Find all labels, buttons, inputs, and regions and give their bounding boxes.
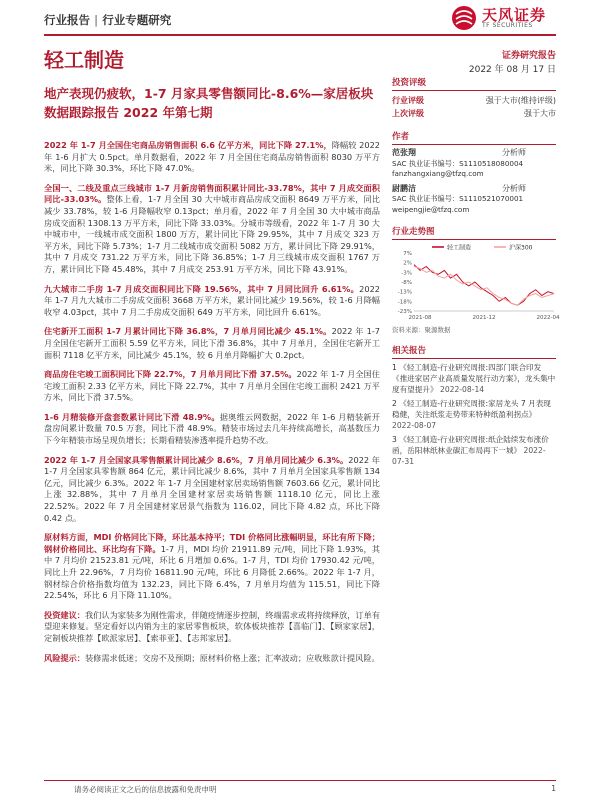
author-cert: SAC 执业证书编号：S1110518080004 — [392, 158, 524, 168]
summary-paragraph — [44, 369, 380, 404]
x-tick-label: 2021-08 — [408, 315, 432, 321]
y-tick-label: -3% — [401, 270, 412, 277]
summary-paragraph — [44, 455, 380, 525]
author-email[interactable]: fanzhangxiang@tfzq.com — [392, 169, 484, 178]
paragraph-text: 降幅较 2022 年 1-6 月扩大 0.5pct。单月数据看，2022 年 7 月全国住宅商品房销售面积 8030 万平方米，同比下降 30.3%，环比下降 47.0%。 — [44, 140, 380, 174]
y-tick-label: -18% — [397, 299, 412, 306]
author-name: 范张翔 — [392, 148, 416, 157]
header-tag-topic: 行业专题研究 — [102, 13, 172, 27]
previous-rating-value: 强于大市 — [524, 109, 556, 118]
related-report-item[interactable] — [392, 362, 556, 395]
report-title: 地产表现仍疲软，1-7 月家具零售额同比-8.6%—家居板块数据跟踪报告 2022 年第七期 — [44, 86, 374, 120]
paragraph-lead: 2022 年 1-7 月全国家具零售额累计同比减少 8.6%，7 月单月同比减少 6.3%。 — [44, 454, 349, 465]
author-cert: SAC 执业证书编号：S1110521070001 — [392, 194, 524, 203]
chart-source: 资料来源：聚源数据 — [392, 326, 451, 334]
previous-rating-row — [392, 107, 556, 120]
author-email[interactable]: weipengjie@tfzq.com — [392, 204, 470, 214]
x-tick-label: 2021-12 — [472, 315, 496, 321]
y-tick-label: 7% — [403, 251, 412, 257]
y-tick-label: -23% — [397, 309, 412, 315]
page-footer — [44, 780, 556, 794]
page-number: 1 — [551, 784, 556, 793]
paragraph-lead: 1-6 月精装修开盘套数累计同比下滑 48.9%。 — [44, 411, 220, 422]
author-1 — [392, 148, 556, 180]
paragraph-text: 2022 年 1-7 月全国家具零售额 864 亿元，累计同比减少 8.6%，其中 7 月单月全国家具零售额 134 亿元，同比减少 6.3%。2022 年 1-7 月全国建材家居卖场销售额 7603.66 亿元，累计同比上涨 32.88%，其中 7 月单月全国建材家居卖场销售额 1118.10 亿元，同比上涨 22.52%。2022 年 7 月全国建材家居景气指数为 116.02，同比下降 4.82 点，环比下降 0.42 点。 — [44, 454, 380, 523]
rating-heading: 投资评级 — [392, 76, 556, 91]
related-heading: 相关报告 — [392, 344, 556, 359]
x-tick-label: 2022-04 — [536, 315, 560, 321]
summary-paragraph — [44, 532, 380, 602]
sector-title: 轻工制造 — [44, 48, 124, 72]
sidebar — [392, 76, 560, 470]
disclaimer-note: 请务必阅读正文之后的信息披露和免责申明 — [74, 785, 217, 794]
related-report-title: 3 《轻工制造-行业研究周报:纸企陆续发布涨价函，岳阳林纸林业碳汇布局再下一城》 — [392, 435, 549, 455]
paragraph-text: 1-7 月，MDI 均价 21911.89 元/吨，同比下降 1.93%，其中 7 月均价 21523.81 元/吨，环比 6 月增加 0.6%。1-7 月，TDI 均价 17930.42 元/吨，同比上升 22.96%，7 月均价 16811.90 元/吨，环比 6 月降低 2.66%。2022 年 1-7 月，钢材综合价格指数均值为 132.23，同比下降 6.4%，7 月单月均值为 115.51，同比下降 22.54%，环比 6 月下降 11.10%。 — [44, 543, 380, 601]
y-tick-label: -8% — [401, 280, 412, 286]
related-report-date: 2022-08-14 — [439, 385, 485, 394]
paragraph-text: 2022 年 1-7 月全国住宅新开工面积 5.59 亿平方米，同比下滑 36.8%，其中 7 月单月，全国住宅新开工面积 7118 亿平方米，同比减少 45.1%，较 6 月单月降幅扩大 0.2pct。 — [44, 326, 380, 360]
related-reports — [392, 362, 556, 467]
y-tick-label: -13% — [397, 289, 412, 296]
summary-paragraph — [44, 284, 380, 319]
paragraph-lead: 2022 年 1-7 月全国住宅商品房销售面积 6.6 亿平方米，同比下降 27.1%， — [44, 140, 332, 150]
header-separator: | — [94, 13, 99, 27]
logo-subtitle: TF SECURITIES — [482, 22, 533, 29]
author-role: 分析师 — [502, 183, 526, 193]
report-type: 证券研究报告 — [501, 51, 556, 61]
industry-rating-row — [392, 94, 556, 107]
paragraph-text: 2022 年 1-7 月全国住宅竣工面积 2.33 亿平方米，同比下降 22.7%，其中 7 月单月全国住宅竣工面积 2421 万平方米，同比下滑 37.5%。 — [44, 369, 380, 403]
authors-heading: 作者 — [392, 130, 556, 145]
paragraph-lead: 商品房住宅竣工面积同比下降 22.7%，7 月单月同比下滑 37.5%。 — [44, 369, 297, 380]
series-line — [414, 265, 554, 306]
related-report-title: 2 《轻工制造-行业研究周报:家居龙头 7 月表现稳健，关注纸浆走势带来特种纸盈利拐点》 — [392, 399, 551, 419]
related-report-title: 1 《轻工制造-行业研究周报:四部门联合印发《推进家居产业高质量发展行动方案》，龙头集中度有望提升》 — [392, 363, 556, 394]
related-report-date: 2022-08-07 — [392, 421, 437, 430]
summary-paragraph — [44, 326, 380, 361]
header-tag-industry: 行业报告 — [44, 13, 90, 27]
trend-heading: 行业走势图 — [392, 225, 556, 240]
author-name: 尉鹏洁 — [392, 183, 416, 193]
paragraph-text: 装修需求低迷；交房不及预期；原材料价格上涨；汇率波动；应收账款计提风险。 — [84, 652, 380, 663]
previous-rating-label: 上次评级 — [392, 109, 424, 118]
trend-chart-svg — [392, 243, 560, 323]
summary-paragraph — [44, 412, 380, 447]
paragraph-lead: 原材料方面，MDI 价格同比下降，环比基本持平；TDI 价格同比涨幅明显，环比有所下降；钢材价格同比、环比均有下降。 — [44, 532, 380, 554]
report-date: 2022 年 08 月 17 日 — [468, 65, 556, 75]
tf-securities-logo — [446, 2, 556, 34]
legend-label: 沪深300 — [509, 244, 533, 252]
related-report-item[interactable] — [392, 434, 556, 467]
y-tick-label: 2% — [403, 260, 412, 267]
industry-trend-chart — [392, 243, 560, 323]
summary-paragraph — [44, 140, 380, 175]
paragraph-text: 整体上看，1-7 月全国 30 大中城市商品房成交面积 8649 万平方米，同比减少 33.78%，较 1-6 月降幅收窄 0.13pct；单月看，2022 年 7 月全国 30 大中城市商品房成交面积 1308.13 万平方米，同比下降 33.03%。分城市等级看，2022 年 1-7 月 30 大中城市中，一线城市成交面积 1800 万方，累计同比下降 29.95%，其中 7 月成交 323 万平方米，同比下降 5.73%；1-7 月二线城市成交面积 5082 万方，累计同比下降 29.91%，其中 7 月成交 731.22 万平方米，同比下降 36.85%；1-7 月三线城市成交面积 1767 万方，累计同比下降 45.48%，其中 7 月成交 253.91 万平方米，同比下降 43.91%。 — [44, 194, 380, 274]
paragraph-lead: 住宅新开工面积 1-7 月累计同比下降 36.8%，7 月单月同比减少 45.1%。 — [44, 326, 332, 337]
legend-label: 轻工制造 — [447, 244, 472, 252]
summary-paragraph — [44, 610, 380, 645]
author-2 — [392, 184, 556, 216]
summary-paragraph — [44, 653, 380, 665]
industry-rating-value: 强于大市(维持评级) — [485, 96, 556, 105]
paragraph-text: 据奥维云网数据，2022 年 1-6 月精装新开盘房间累计数量 70.5 万套，同比下滑 48.9%。精装市场过去几年持续高增长，高基数压力下今年精装市场呈现负增长；长期看精装渗透率提升趋势不改。 — [44, 411, 380, 446]
summary-body — [44, 140, 380, 672]
summary-paragraph — [44, 183, 380, 276]
related-report-date: 2022-07-31 — [392, 446, 546, 466]
related-report-item[interactable] — [392, 398, 556, 431]
industry-rating-label: 行业评级 — [392, 96, 424, 105]
header-rule — [44, 34, 556, 36]
paragraph-lead: 投资建议： — [44, 609, 85, 620]
logo-name: 天风证券 — [482, 6, 547, 24]
paragraph-text: 我们认为家装多为刚性需求，伴随疫情逐步控制，终端需求或将持续释放，订单有望迎来修复。坚定看好以内销为主的家居零售板块，软体板块推荐【喜临门】、【顾家家居】，定制板块推荐【欧派家居】、【索菲亚】、【志邦家居】。 — [44, 609, 380, 643]
paragraph-lead: 风险提示： — [44, 652, 85, 663]
paragraph-lead: 九大城市二手房 1-7 月成交面积同比下降 19.56%，其中 7 月同比回升 6.61%。 — [44, 283, 360, 294]
author-role: 分析师 — [502, 148, 526, 157]
paragraph-lead: 全国一、二线及重点三线城市 1-7 月新房销售面积累计同比-33.78%，其中 7 月成交面积同比-33.03%。 — [44, 182, 380, 205]
logo-mark-icon — [450, 4, 478, 32]
series-line — [414, 267, 554, 306]
paragraph-text: 2022 年 1-7 月九大城市二手房成交面积 3668 万平方米，累计同比减少 19.56%，较 1-6 月降幅收窄 4.03pct，其中 7 月二手房成交面积 649 万平方米，同比回升 6.61%。 — [44, 283, 380, 317]
